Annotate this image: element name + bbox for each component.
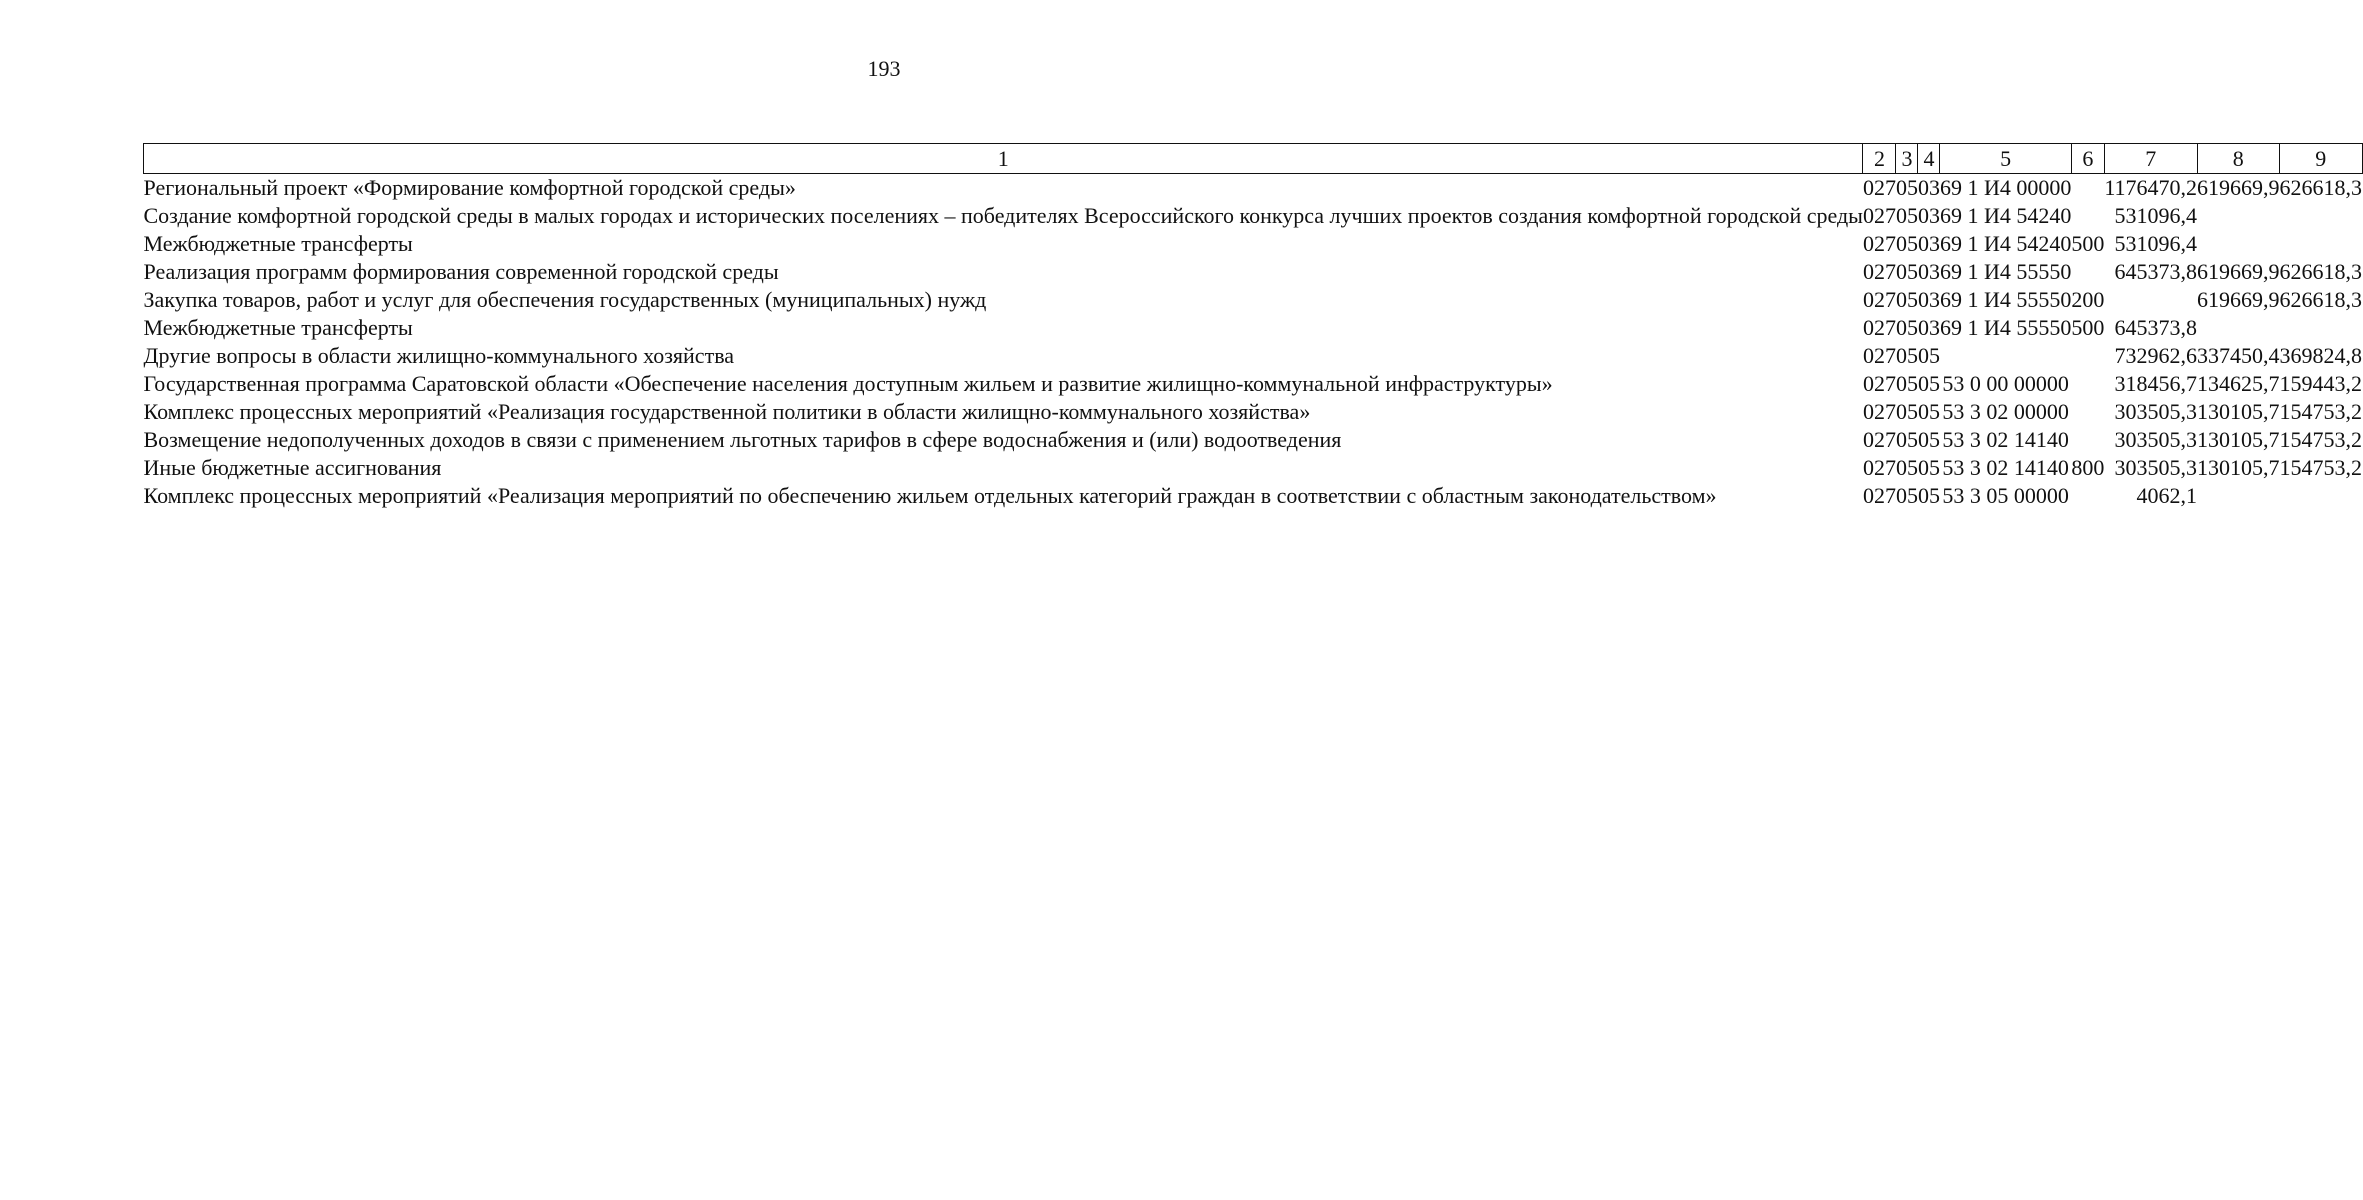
cell-section-code: 05: [1895, 483, 1918, 508]
cell-amount-8: 337450,4: [2197, 343, 2280, 368]
row-name: Возмещение недополученных доходов в связи с применением льготных тарифов в сфере водоснабжения и (или) водоотведения: [143, 427, 1342, 452]
cell-subsection-code: 03: [1917, 231, 1940, 256]
table-row: [144, 202, 2363, 230]
cell-amount-8: 619669,9: [2197, 287, 2280, 312]
cell-amount-8: 130105,7: [2197, 455, 2280, 480]
cell-amount-8: [2197, 202, 2280, 230]
cell-subsection-code: 05: [1917, 427, 1940, 452]
cell-target-article: 69 1 И4 00000: [1939, 175, 2072, 200]
cell-expense-type: 500: [2071, 231, 2105, 256]
cell-subsection-code: 05: [1917, 371, 1940, 396]
cell-amount-9: 369824,8: [2279, 343, 2363, 368]
header-cell: 1: [144, 144, 1863, 174]
cell-target-article: 53 0 00 00000: [1942, 371, 2069, 396]
cell-amount-7: 4062,1: [2136, 483, 2198, 508]
cell-amount-8: 619669,9: [2197, 259, 2280, 284]
cell-target-article: 69 1 И4 55550: [1939, 315, 2072, 340]
row-name: Государственная программа Саратовской области «Обеспечение населения доступным жильем и развитие жилищно-коммунальной инфраструктуры»: [143, 371, 1553, 396]
cell-amount-7: 1176470,2: [2104, 175, 2198, 200]
cell-ministry-code: 027: [1862, 259, 1896, 284]
cell-subsection-code: 03: [1917, 175, 1940, 200]
budget-table: [143, 143, 2363, 510]
cell-section-code: 05: [1895, 399, 1918, 424]
cell-section-code: 05: [1895, 427, 1918, 452]
cell-subsection-code: 05: [1917, 483, 1940, 508]
row-name: Региональный проект «Формирование комфортной городской среды»: [143, 175, 796, 200]
table-row: [144, 482, 2363, 510]
cell-target-article: 53 3 02 00000: [1942, 399, 2069, 424]
header-cell: 3: [1896, 144, 1918, 174]
cell-amount-7: 303505,3: [2114, 399, 2198, 424]
cell-section-code: 05: [1895, 287, 1918, 312]
cell-amount-7: [2104, 286, 2197, 314]
cell-amount-9: 154753,2: [2279, 427, 2363, 452]
table-row: [144, 258, 2363, 286]
cell-target-article: 69 1 И4 55550: [1939, 259, 2072, 284]
table-row: [144, 286, 2363, 314]
header-cell: 7: [2104, 144, 2197, 174]
cell-target-article: 69 1 И4 55550: [1939, 287, 2072, 312]
cell-amount-9: [2280, 482, 2363, 510]
cell-amount-7: 645373,8: [2114, 259, 2198, 284]
cell-amount-8: [2197, 482, 2280, 510]
table-row: [144, 174, 2363, 203]
cell-ministry-code: 027: [1862, 427, 1896, 452]
cell-target-article: [1940, 342, 2071, 370]
row-name: Комплекс процессных мероприятий «Реализация мероприятий по обеспечению жильем отдельных категорий граждан в соответствии с областным законодательством»: [143, 483, 1717, 508]
cell-section-code: 05: [1895, 315, 1918, 340]
cell-amount-7: 645373,8: [2114, 315, 2198, 340]
cell-ministry-code: 027: [1862, 203, 1896, 228]
cell-target-article: 69 1 И4 54240: [1939, 231, 2072, 256]
table-row: [144, 454, 2363, 482]
cell-subsection-code: 03: [1917, 287, 1940, 312]
cell-section-code: 05: [1895, 343, 1918, 368]
header-cell: 4: [1918, 144, 1940, 174]
cell-ministry-code: 027: [1862, 399, 1896, 424]
table-row: [144, 426, 2363, 454]
cell-amount-9: 154753,2: [2279, 399, 2363, 424]
cell-amount-9: 626618,3: [2279, 287, 2363, 312]
cell-subsection-code: 05: [1917, 399, 1940, 424]
row-name: Создание комфортной городской среды в малых городах и исторических поселениях – победителях Всероссийского конкурса лучших проектов создания комфортной городской среды: [143, 203, 1863, 228]
cell-subsection-code: 03: [1917, 203, 1940, 228]
cell-amount-9: 626618,3: [2279, 175, 2363, 200]
cell-expense-type: [2071, 370, 2104, 398]
cell-expense-type: [2071, 174, 2104, 203]
cell-target-article: 53 3 02 14140: [1942, 455, 2069, 480]
cell-amount-7: 303505,3: [2114, 455, 2198, 480]
row-name: Межбюджетные трансферты: [143, 231, 413, 256]
row-name: Межбюджетные трансферты: [143, 315, 413, 340]
cell-ministry-code: 027: [1862, 371, 1896, 396]
row-name: Реализация программ формирования современной городской среды: [143, 259, 779, 284]
cell-target-article: 53 3 02 14140: [1942, 427, 2069, 452]
cell-amount-9: 154753,2: [2279, 455, 2363, 480]
cell-amount-9: 626618,3: [2279, 259, 2363, 284]
cell-amount-8: 619669,9: [2197, 175, 2280, 200]
cell-expense-type: [2071, 482, 2104, 510]
row-name: Закупка товаров, работ и услуг для обеспечения государственных (муниципальных) нужд: [143, 287, 987, 312]
cell-amount-9: [2280, 314, 2363, 342]
cell-section-code: 05: [1895, 371, 1918, 396]
header-row: [144, 144, 2363, 174]
cell-expense-type: [2071, 426, 2104, 454]
cell-expense-type: 800: [2071, 455, 2105, 480]
cell-ministry-code: 027: [1862, 287, 1896, 312]
table-row: [144, 398, 2363, 426]
cell-amount-7: 318456,7: [2114, 371, 2198, 396]
header-cell: 6: [2071, 144, 2104, 174]
cell-subsection-code: 03: [1917, 315, 1940, 340]
header-cell: 5: [1940, 144, 2071, 174]
cell-amount-8: [2197, 230, 2280, 258]
cell-amount-8: [2197, 314, 2280, 342]
cell-expense-type: [2071, 342, 2104, 370]
cell-expense-type: [2071, 202, 2104, 230]
cell-amount-7: 732962,6: [2114, 343, 2198, 368]
table-row: [144, 314, 2363, 342]
cell-ministry-code: 027: [1862, 231, 1896, 256]
cell-section-code: 05: [1895, 231, 1918, 256]
cell-target-article: 53 3 05 00000: [1942, 483, 2069, 508]
cell-expense-type: 500: [2071, 315, 2105, 340]
table-row: [144, 342, 2363, 370]
cell-ministry-code: 027: [1862, 315, 1896, 340]
cell-amount-7: 531096,4: [2114, 203, 2198, 228]
cell-subsection-code: 05: [1917, 455, 1940, 480]
cell-ministry-code: 027: [1862, 483, 1896, 508]
cell-amount-9: 159443,2: [2279, 371, 2363, 396]
cell-ministry-code: 027: [1862, 175, 1896, 200]
cell-expense-type: 200: [2071, 287, 2105, 312]
cell-expense-type: [2071, 398, 2104, 426]
cell-section-code: 05: [1895, 259, 1918, 284]
row-name: Иные бюджетные ассигнования: [143, 455, 442, 480]
cell-amount-8: 134625,7: [2197, 371, 2280, 396]
row-name: Комплекс процессных мероприятий «Реализация государственной политики в области жилищно-коммунального хозяйства»: [143, 399, 1311, 424]
cell-subsection-code: 03: [1917, 259, 1940, 284]
header-cell: 9: [2280, 144, 2363, 174]
row-name: Другие вопросы в области жилищно-коммунального хозяйства: [143, 343, 735, 368]
cell-section-code: 05: [1895, 455, 1918, 480]
cell-expense-type: [2071, 258, 2104, 286]
cell-amount-8: 130105,7: [2197, 427, 2280, 452]
header-cell: 2: [1863, 144, 1896, 174]
cell-section-code: 05: [1895, 203, 1918, 228]
table-row: [144, 230, 2363, 258]
cell-target-article: 69 1 И4 54240: [1939, 203, 2072, 228]
cell-amount-9: [2280, 230, 2363, 258]
page-number: 193: [867, 56, 901, 81]
cell-section-code: 05: [1895, 175, 1918, 200]
cell-subsection-code: 05: [1917, 343, 1940, 368]
table-row: [144, 370, 2363, 398]
cell-amount-7: 531096,4: [2114, 231, 2198, 256]
cell-ministry-code: 027: [1862, 455, 1896, 480]
cell-ministry-code: 027: [1862, 343, 1896, 368]
cell-amount-7: 303505,3: [2114, 427, 2198, 452]
cell-amount-9: [2280, 202, 2363, 230]
cell-amount-8: 130105,7: [2197, 399, 2280, 424]
header-cell: 8: [2197, 144, 2280, 174]
